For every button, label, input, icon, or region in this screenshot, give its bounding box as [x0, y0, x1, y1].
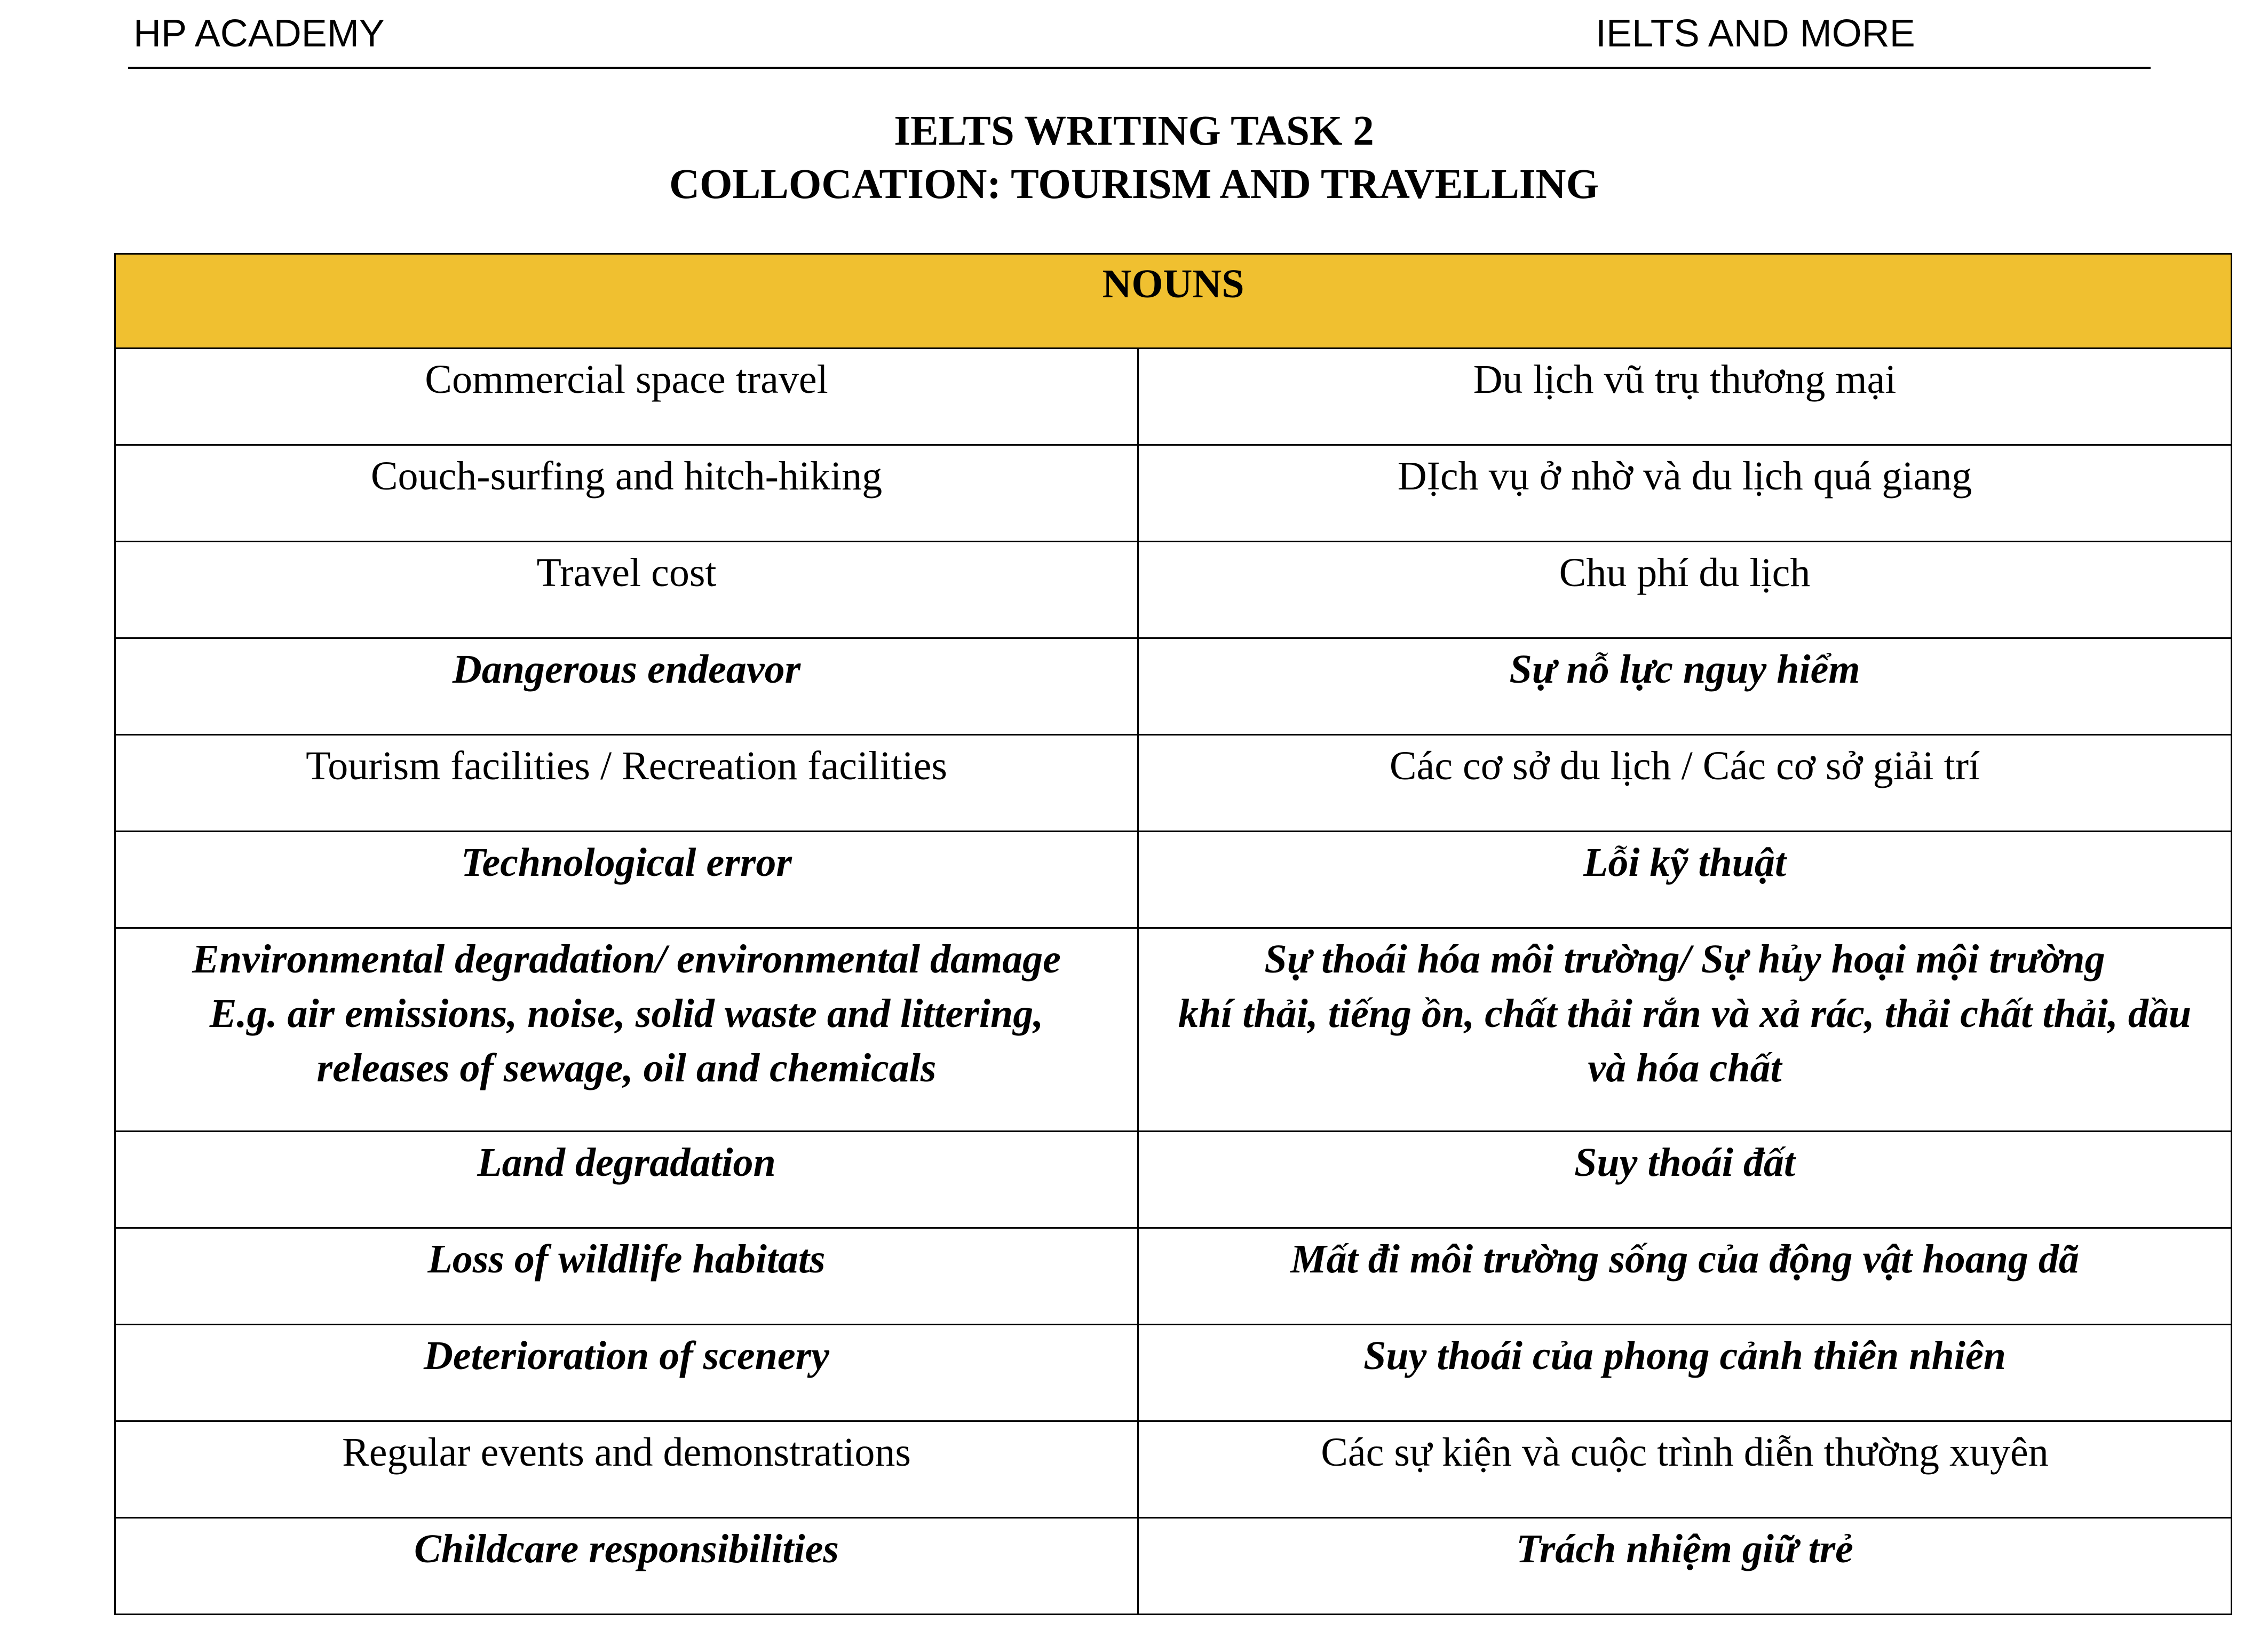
vietnamese-translation-cell [1138, 1325, 2232, 1421]
english-term-line: Loss of wildlife habitats [427, 1237, 826, 1282]
vietnamese-translation-cell [1138, 445, 2232, 542]
vietnamese-translation-cell [1138, 638, 2232, 735]
vietnamese-translation-line: Suy thoái của phong cảnh thiên nhiên [1363, 1333, 2006, 1378]
english-term-cell [115, 735, 1138, 832]
vietnamese-translation-line: Các cơ sở du lịch / Các cơ sở giải trí [1389, 744, 1980, 788]
english-term-line: Commercial space travel [425, 357, 828, 402]
vietnamese-translation-line: khí thải, tiếng ồn, chất thải rắn và xả rác, thải chất thải, dầu [1178, 991, 2192, 1036]
english-term-line: Childcare responsibilities [414, 1527, 839, 1571]
header-right-label: IELTS AND MORE [1596, 12, 1915, 55]
vietnamese-translation-line: Trách nhiệm giữ trẻ [1516, 1527, 1853, 1571]
vietnamese-translation-cell [1138, 1132, 2232, 1228]
vietnamese-translation-line: Suy thoái đất [1574, 1140, 1795, 1185]
english-term-line: Tourism facilities / Recreation facilities [306, 744, 947, 788]
english-term-cell [115, 1325, 1138, 1421]
vietnamese-translation-cell [1138, 735, 2232, 832]
english-term-cell [115, 445, 1138, 542]
table-row [115, 1518, 2232, 1615]
english-term-cell [115, 349, 1138, 445]
table-row [115, 638, 2232, 735]
table-row [115, 1421, 2232, 1518]
english-term-cell [115, 1421, 1138, 1518]
english-term-cell [115, 832, 1138, 928]
english-term-line: releases of sewage, oil and chemicals [316, 1046, 937, 1090]
collocation-table [114, 253, 2232, 1615]
vietnamese-translation-cell [1138, 1228, 2232, 1325]
vietnamese-translation-cell [1138, 542, 2232, 638]
vietnamese-translation-cell [1138, 832, 2232, 928]
vietnamese-translation-line: và hóa chất [1588, 1046, 1782, 1090]
header-divider [128, 67, 2151, 69]
english-term-line: Travel cost [536, 550, 717, 595]
english-term-line: Technological error [461, 840, 792, 885]
table-row [115, 735, 2232, 832]
page-title: IELTS WRITING TASK 2 [894, 108, 1374, 154]
english-term-line: Regular events and demonstrations [342, 1430, 911, 1475]
english-term-cell [115, 1228, 1138, 1325]
vietnamese-translation-line: Sự nỗ lực nguy hiểm [1509, 647, 1860, 692]
vietnamese-translation-line: Du lịch vũ trụ thương mại [1473, 357, 1897, 402]
english-term-line: Environmental degradation/ environmental damage [192, 937, 1061, 982]
page-subtitle: COLLOCATION: TOURISM AND TRAVELLING [669, 161, 1599, 208]
english-term-line: Deterioration of scenery [424, 1333, 829, 1378]
vietnamese-translation-line: DỊch vụ ở nhờ và du lịch quá giang [1397, 454, 1972, 499]
table-row [115, 445, 2232, 542]
vietnamese-translation-line: Sự thoái hóa môi trường/ Sự hủy hoại mội trường [1264, 937, 2105, 982]
table-row [115, 832, 2232, 928]
english-term-line: E.g. air emissions, noise, solid waste and littering, [209, 991, 1044, 1036]
english-term-cell [115, 542, 1138, 638]
table-row [115, 1132, 2232, 1228]
vietnamese-translation-line: Mất đi môi trường sống của động vật hoang dã [1290, 1237, 2079, 1282]
header-left-label: HP ACADEMY [133, 12, 385, 55]
vietnamese-translation-line: Lỗi kỹ thuật [1583, 840, 1787, 885]
table-row [115, 1228, 2232, 1325]
vietnamese-translation-cell [1138, 1421, 2232, 1518]
english-term-cell [115, 1518, 1138, 1615]
table-row [115, 349, 2232, 445]
vietnamese-translation-cell [1138, 349, 2232, 445]
table-row [115, 928, 2232, 1132]
vietnamese-translation-cell [1138, 928, 2232, 1132]
english-term-line: Land degradation [477, 1140, 776, 1185]
english-term-cell [115, 638, 1138, 735]
vietnamese-translation-cell [1138, 1518, 2232, 1615]
english-term-line: Dangerous endeavor [452, 647, 801, 692]
table-section-heading: NOUNS [115, 254, 2232, 349]
table-body [115, 349, 2232, 1615]
table-row [115, 1325, 2232, 1421]
table-row [115, 542, 2232, 638]
vietnamese-translation-line: Các sự kiện và cuộc trình diễn thường xuyên [1321, 1430, 2049, 1475]
english-term-line: Couch-surfing and hitch-hiking [370, 454, 883, 499]
english-term-cell [115, 928, 1138, 1132]
vietnamese-translation-line: Chu phí du lịch [1559, 550, 1811, 595]
english-term-cell [115, 1132, 1138, 1228]
